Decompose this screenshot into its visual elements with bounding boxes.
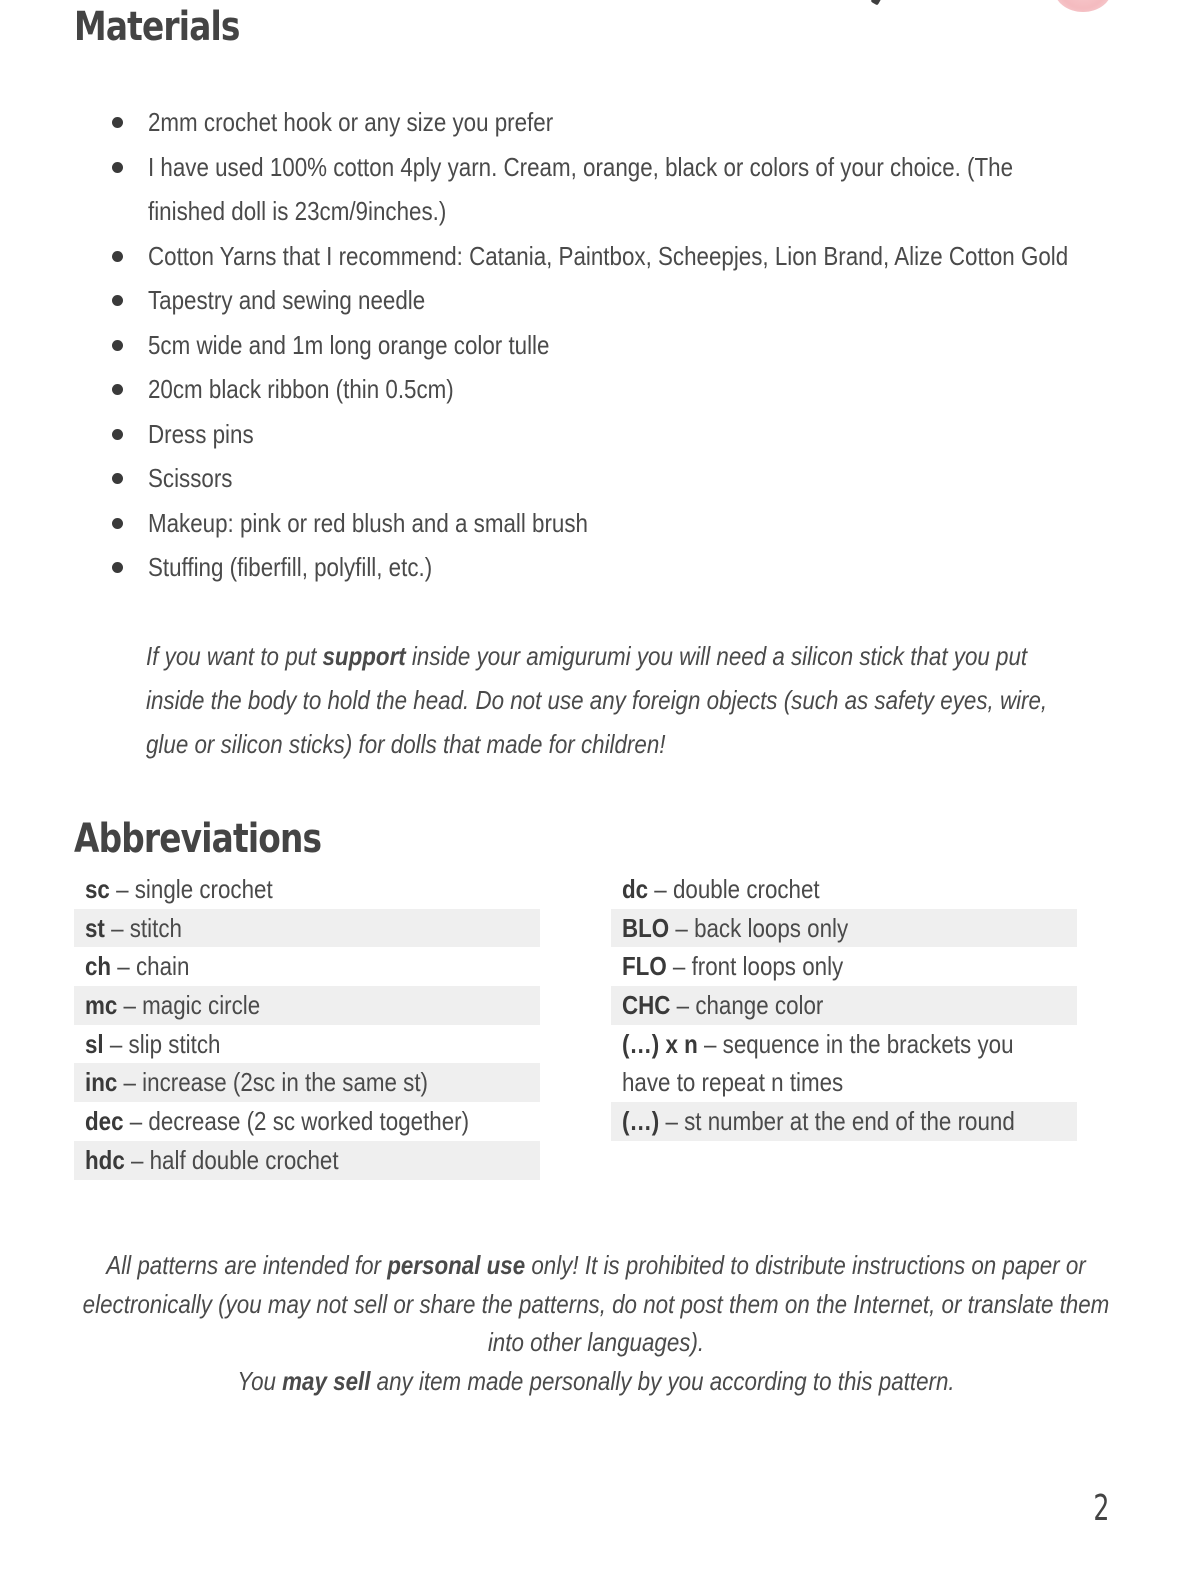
abbreviation-definition: – increase (2sc in the same st) xyxy=(117,1067,429,1098)
abbreviation-definition: – back loops only xyxy=(669,912,849,943)
bullet-icon xyxy=(112,429,123,440)
bullet-icon xyxy=(112,384,123,395)
list-item xyxy=(108,323,1108,368)
abbreviation-term: dec xyxy=(85,1106,124,1137)
abbreviation-row xyxy=(611,947,1077,986)
material-text: Scissors xyxy=(148,463,233,493)
material-text: 2mm crochet hook or any size you prefer xyxy=(148,107,554,137)
list-item xyxy=(108,278,1108,323)
abbreviation-term: sc xyxy=(85,874,110,904)
list-item xyxy=(108,456,1108,501)
usage-notice-paragraph xyxy=(71,1246,1120,1362)
abbreviation-row xyxy=(611,1025,1077,1064)
abbreviation-term: CHC xyxy=(622,990,671,1021)
abbreviation-row xyxy=(74,1102,540,1141)
bullet-icon xyxy=(112,473,123,484)
abbreviation-definition: – sequence in the brackets you xyxy=(697,1028,1014,1059)
support-note xyxy=(146,634,1086,766)
list-item xyxy=(108,145,1108,234)
support-note-text: inside your amigurumi you will need a silicon stick that you put inside the body to hold the head. Do not use any foreign objects (such as safety eyes, wire, glue or silicon sticks) for dolls that made for children! xyxy=(146,641,1048,759)
abbreviation-definition: – double crochet xyxy=(648,874,820,904)
abbreviation-term: (…) xyxy=(622,1106,660,1137)
usage-notice-text: All patterns are intended for xyxy=(106,1250,388,1280)
bullet-icon xyxy=(112,340,123,351)
abbreviation-term: (…) x n xyxy=(622,1028,698,1059)
abbreviations-right-column xyxy=(611,870,1077,1141)
abbreviation-term: FLO xyxy=(622,951,667,982)
abbreviation-definition: – chain xyxy=(111,951,190,982)
material-text: 20cm black ribbon (thin 0.5cm) xyxy=(148,374,454,404)
sell-notice-paragraph xyxy=(71,1362,1120,1401)
material-text: Tapestry and sewing needle xyxy=(148,285,426,315)
bullet-icon xyxy=(112,295,123,306)
abbreviation-row xyxy=(74,1141,540,1180)
usage-notice-bold: personal use xyxy=(387,1250,526,1280)
abbreviation-term: inc xyxy=(85,1067,118,1098)
abbreviation-term: sl xyxy=(85,1028,104,1059)
abbreviation-term: ch xyxy=(85,951,112,982)
abbreviation-term: BLO xyxy=(622,912,670,943)
abbreviation-row xyxy=(611,909,1077,948)
abbreviation-definition: – decrease (2 sc worked together) xyxy=(123,1106,470,1137)
bullet-icon xyxy=(112,117,123,128)
abbreviation-term: dc xyxy=(622,874,649,904)
bullet-icon xyxy=(112,162,123,173)
abbreviation-definition: – magic circle xyxy=(117,990,261,1021)
abbreviation-row xyxy=(74,1025,540,1064)
abbreviation-definition: – st number at the end of the round xyxy=(659,1106,1015,1137)
abbreviation-definition: – front loops only xyxy=(666,951,844,982)
materials-list xyxy=(108,100,1108,590)
material-text: Stuffing (fiberfill, polyfill, etc.) xyxy=(148,552,433,582)
abbreviation-row xyxy=(74,870,540,909)
abbreviation-row xyxy=(74,1063,540,1102)
abbreviation-term: st xyxy=(85,912,105,943)
list-item xyxy=(108,545,1108,590)
list-item xyxy=(108,234,1108,279)
abbreviation-definition: have to repeat n times xyxy=(622,1067,844,1098)
decorative-mark xyxy=(871,0,882,5)
material-text: Cotton Yarns that I recommend: Catania, Paintbox, Scheepjes, Lion Brand, Alize Cotton Gold xyxy=(148,240,1069,271)
sell-notice-text: You xyxy=(237,1365,283,1396)
abbreviation-definition: – change color xyxy=(670,990,824,1021)
support-note-text: If you want to put xyxy=(146,641,323,671)
abbreviation-row xyxy=(611,986,1077,1025)
abbreviation-definition: – slip stitch xyxy=(103,1028,221,1059)
list-item xyxy=(108,412,1108,457)
bullet-icon xyxy=(112,518,123,529)
usage-notice-text: only! It is prohibited to distribute instructions on paper or electronically (you may not sell or share the patterns, do not post them on the Internet, or translate them into other languages). xyxy=(82,1250,1110,1357)
abbreviation-row xyxy=(74,909,540,948)
flower-decoration-icon xyxy=(1054,0,1112,12)
abbreviation-definition: – single crochet xyxy=(109,874,273,904)
material-text: I have used 100% cotton 4ply yarn. Cream, orange, black or colors of your choice. (The finished doll is 23cm/9inches.) xyxy=(148,151,1014,226)
support-note-bold: support xyxy=(322,641,406,671)
material-text: Makeup: pink or red blush and a small brush xyxy=(148,507,588,538)
sell-notice-bold: may sell xyxy=(282,1365,371,1396)
list-item xyxy=(108,367,1108,412)
page-number: 2 xyxy=(1093,1488,1110,1529)
abbreviation-row xyxy=(611,870,1077,909)
abbreviation-term: mc xyxy=(85,990,118,1021)
abbreviation-definition: – half double crochet xyxy=(124,1144,339,1175)
material-text: Dress pins xyxy=(148,418,254,449)
abbreviations-heading: Abbreviations xyxy=(74,816,322,862)
abbreviation-definition: – stitch xyxy=(104,912,182,943)
bullet-icon xyxy=(112,251,123,262)
abbreviations-left-column xyxy=(74,870,540,1180)
sell-notice-text: any item made personally by you according to this pattern. xyxy=(370,1365,955,1396)
materials-heading: Materials xyxy=(74,4,240,50)
abbreviation-row xyxy=(74,986,540,1025)
list-item xyxy=(108,501,1108,546)
material-text: 5cm wide and 1m long orange color tulle xyxy=(148,329,550,360)
usage-notice xyxy=(70,1246,1122,1400)
abbreviation-row xyxy=(611,1063,1077,1102)
list-item xyxy=(108,100,1108,145)
abbreviation-row xyxy=(611,1102,1077,1141)
abbreviation-row xyxy=(74,947,540,986)
bullet-icon xyxy=(112,562,123,573)
abbreviation-term: hdc xyxy=(85,1144,125,1175)
